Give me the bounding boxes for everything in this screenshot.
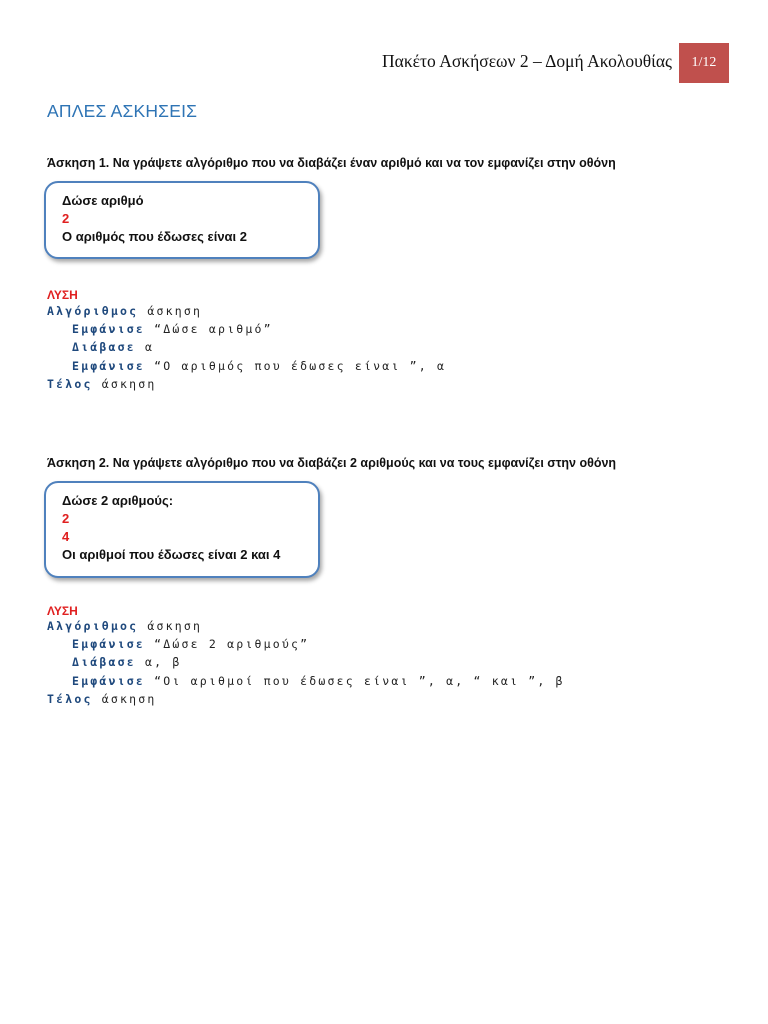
code-text: “Ο αριθμός που έδωσες είναι ”, α: [145, 358, 447, 373]
code-line: [47, 653, 565, 671]
code-line: [47, 302, 446, 320]
code-line: [47, 690, 565, 708]
code-keyword: Διάβασε: [72, 655, 136, 670]
code-line: [47, 672, 565, 690]
code-line: [47, 357, 446, 375]
code-text: άσκηση: [92, 376, 157, 391]
code-text: άσκηση: [92, 691, 157, 706]
code-keyword: Τέλος: [47, 376, 93, 391]
code-keyword: Εμφάνισε: [72, 673, 145, 688]
code-text: “Οι αριθμοί που έδωσες είναι ”, α, “ και ”, β: [145, 673, 565, 688]
exercise-2-label: Άσκηση 2.: [47, 456, 110, 470]
code-text: “Δώσε 2 αριθμούς”: [145, 637, 310, 652]
code-text: άσκηση: [138, 619, 203, 633]
exercise-1-code-block: [47, 302, 446, 393]
exercise-2-screen-line: Οι αριθμοί που έδωσες είναι 2 και 4: [62, 547, 281, 562]
code-keyword: Εμφάνισε: [72, 322, 145, 337]
exercise-1-screen-line: Δώσε αριθμό: [62, 193, 144, 208]
code-line: [47, 375, 446, 393]
exercise-2-screen-line: 4: [62, 529, 70, 544]
code-line: [47, 320, 446, 338]
code-text: “Δώσε αριθμό”: [145, 322, 273, 337]
exercise-1-solution-label: ΛΥΣΗ: [47, 288, 78, 302]
exercise-2-screen-line: 2: [62, 511, 70, 526]
exercise-1-description: Να γράψετε αλγόριθμο που να διαβάζει έναν αριθμό και να τον εμφανίζει στην οθόνη: [109, 156, 616, 170]
exercise-2-description: Να γράψετε αλγόριθμο που να διαβάζει 2 αριθμούς και να τους εμφανίζει στην οθόνη: [109, 456, 617, 470]
code-keyword: Αλγόριθμος: [47, 304, 139, 318]
section-title: ΑΠΛΕΣ ΑΣΚΗΣΕΙΣ: [47, 101, 198, 121]
exercise-2-code-block: [47, 617, 565, 708]
exercise-1-heading: [47, 156, 616, 170]
code-keyword: Αλγόριθμος: [47, 619, 139, 633]
exercise-2-screen-box: [44, 481, 320, 578]
code-keyword: Διάβασε: [72, 340, 136, 355]
exercise-1-screen-line: Ο αριθμός που έδωσες είναι 2: [62, 229, 247, 244]
code-keyword: Εμφάνισε: [72, 358, 145, 373]
exercise-2-solution-label: ΛΥΣΗ: [47, 604, 78, 618]
code-line: [47, 635, 565, 653]
code-keyword: Εμφάνισε: [72, 637, 145, 652]
code-line: [47, 617, 565, 635]
exercise-1-label: Άσκηση 1.: [47, 156, 110, 170]
code-text: α, β: [135, 655, 182, 670]
code-text: α: [135, 340, 155, 355]
exercise-2-heading: [47, 456, 616, 470]
exercise-1-screen-line: 2: [62, 211, 70, 226]
exercise-1-screen-box: [44, 181, 320, 259]
document-header-title: Πακέτο Ασκήσεων 2 – Δομή Ακολουθίας: [382, 51, 672, 71]
exercise-2-screen-line: Δώσε 2 αριθμούς:: [62, 493, 174, 508]
page-number-badge: 1/12: [679, 43, 729, 83]
code-keyword: Τέλος: [47, 691, 93, 706]
code-text: άσκηση: [138, 304, 203, 318]
code-line: [47, 338, 446, 356]
